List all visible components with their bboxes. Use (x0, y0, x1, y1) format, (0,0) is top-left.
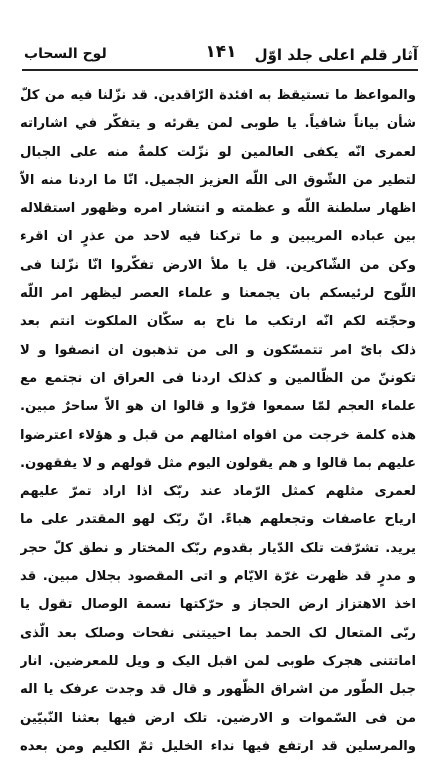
body-text (20, 82, 416, 761)
text-line: يريد. تشرّفت تلک الدّيار بقدوم ربّک المختار و نطق کلّ حجر (20, 540, 416, 556)
text-line: ارياح عاصفات وتجعلهم هباءً. انّ ربّک لهو المقتدر علی ما (20, 512, 416, 528)
text-line: وحجّته لکم انّه ارتکب ما ناح به سکّان الملکوت انتم بعد (20, 314, 416, 330)
text-line: والمواعظ ما تستيقظ به افئدة الرّاقدين. قد نزّلنا فيه من كلّ (20, 88, 416, 103)
page-number: ۱۴۱ (205, 42, 237, 62)
header-rule (22, 69, 418, 71)
text-line: اماتتنی هجرک طوبی لمن اقبل اليک و ويل للمعرضين. انار (20, 653, 416, 669)
running-title-left: لوح السحاب (24, 46, 107, 62)
text-line: علماء العجم لمّا سمعوا فرّوا و قالوا ان هو الاّ ساحرٌ مبين. (20, 399, 416, 415)
text-line: اللّوح لرئيسکم بان يجمعنا و علماء العصر ليظهر امر اللّه (20, 286, 416, 302)
text-line: اخذ الاهتزاز ارض الحجاز و حرّکتها نسمة الوصال تقول يا (20, 597, 416, 613)
text-line: من فی السّموات و الارضين. تلک ارض فيها بعثنا النّبيّين (20, 710, 416, 726)
text-line: هذه کلمة خرجت من افواه امثالهم من قبل و هؤلاء اعترضوا (20, 427, 416, 443)
page-header (24, 38, 418, 68)
text-line: لتطير من الشّوق الی اللّه العزيز الجميل. انّا ما اردنا منه الاّ (20, 172, 416, 188)
text-line: اظهار سلطنة اللّه و عظمته و انتشار امره وظهور استقلاله (20, 201, 416, 217)
text-line: والمرسلين قد ارتفع فيها نداء الخليل ثمّ الکليم ومن بعده (20, 738, 416, 754)
text-line: ربّی المتعال لک الحمد بما احييتنی نفحات وصلک بعد الّذی (20, 625, 416, 641)
text-line: لعمری انّه يکفی العالمين لو نزّلت کلمةٌ منه علی الجبال (20, 144, 416, 160)
text-line: ذلک بایّ امر تتمسّکون و الی من تذهبون ان انصفوا و لا (20, 342, 416, 358)
text-line: شأن بياناً شافياً. يا طوبی لمن يقرئه و يتفکّر في اشاراته (20, 116, 416, 132)
text-line: عليهم بما قالوا و هم يقولون اليوم مثل قولهم و لا يفقهون. (20, 455, 416, 471)
text-line: وکن من الشّاکرين. قل يا ملأ الارض تفکّروا انّا نزّلنا فی (20, 257, 416, 273)
text-line: بين عباده المريبين و ما ترکنا فيه لاحد من عذرٍ ان اقرء (20, 229, 416, 245)
text-line: جبل الطّور من اشراق الظّهور و قال قد وجدت عرفک يا اله (20, 682, 416, 698)
text-line: تکوننّ من الظّالمين و کذلک اردنا فی العراق ان نجتمع مع (20, 370, 416, 386)
running-title-right: آثار قلم اعلی جلد اوّل (254, 46, 418, 64)
text-line: لعمری مثلهم کمثل الرّماد عند ربّک اذا اراد تمرّ عليهم (20, 484, 416, 500)
text-line: و مدرٍ قد ظهرت غرّة الايّام و اتی المقصود بجلال مبين. قد (20, 569, 416, 585)
